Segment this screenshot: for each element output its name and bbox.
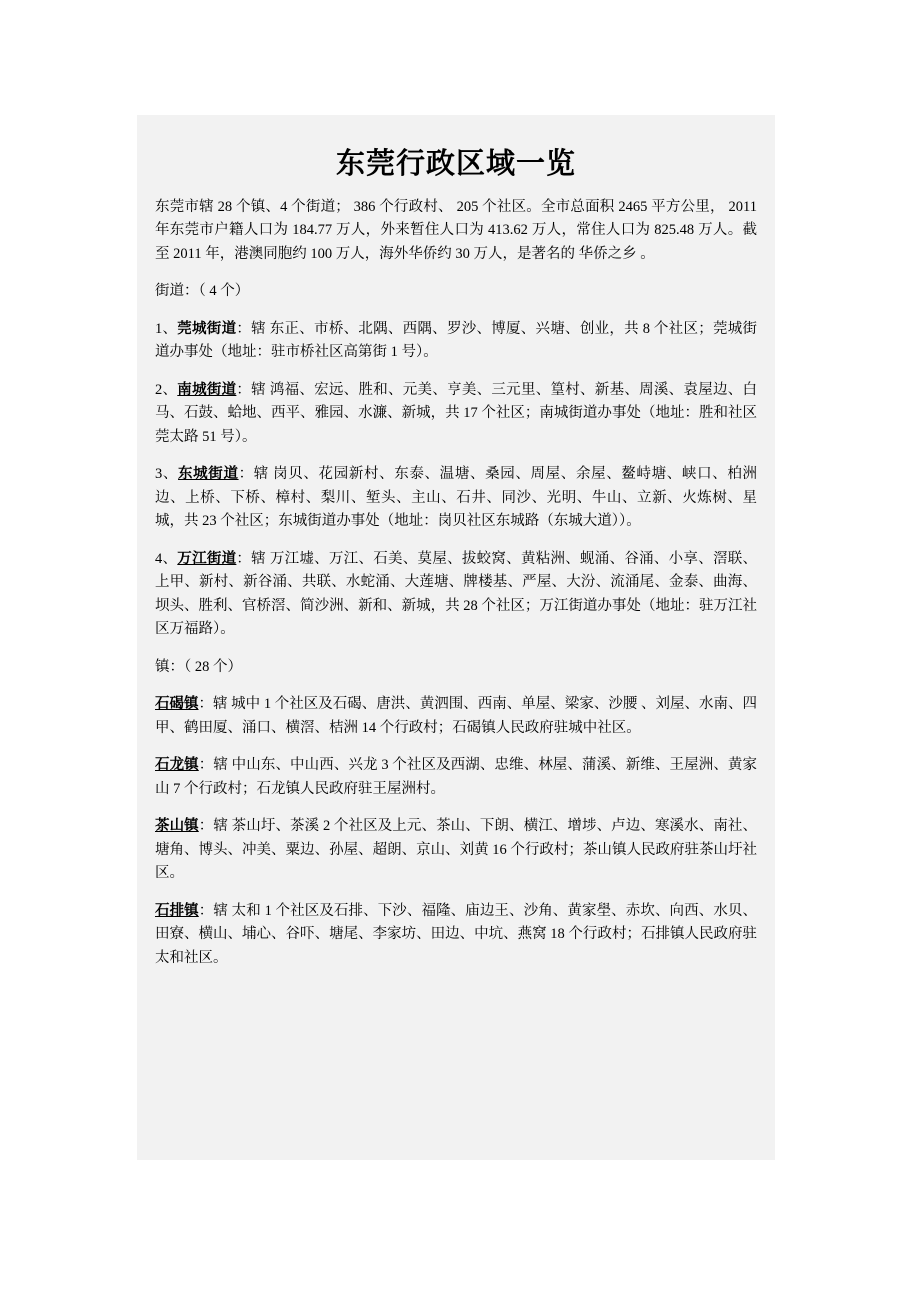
street-item-2 xyxy=(155,379,757,449)
town-item-1 xyxy=(155,693,757,740)
street-item-3 xyxy=(155,463,757,533)
town-name-2: 石龙镇 xyxy=(155,757,199,774)
street-index-3: 3、 xyxy=(155,466,179,483)
street-body-1: ：辖 东正、市桥、北隅、西隅、罗沙、博厦、兴塘、创业，共 8 个社区；莞城街道办事处（地址：驻市桥社区高第街 1 号）。 xyxy=(155,320,758,361)
town-name-1: 石碣镇 xyxy=(155,696,199,713)
street-name-1: 莞城街道 xyxy=(177,320,237,337)
street-item-4 xyxy=(155,548,757,642)
street-name-2: 南城街道 xyxy=(177,381,237,398)
town-body-3: ：辖 茶山圩、茶溪 2 个社区及上元、茶山、下朗、横江、增埗、卢边、寒溪水、南社、塘角、博头、冲美、粟边、孙屋、超朗、京山、刘黄 16 个行政村；茶山镇人民政府驻茶山圩社区。 xyxy=(155,818,758,882)
street-index-2: 2、 xyxy=(155,381,178,398)
town-name-3: 茶山镇 xyxy=(155,818,199,835)
town-body-2: ：辖 中山东、中山西、兴龙 3 个社区及西湖、忠维、林屋、蒲溪、新维、王屋洲、黄家山 7 个行政村；石龙镇人民政府驻王屋洲村。 xyxy=(155,757,758,797)
town-item-2 xyxy=(155,754,757,801)
document-page xyxy=(137,115,775,1160)
street-body-4: ：辖 万江墟、万江、石美、莫屋、拔蛟窝、黄粘洲、蚬涌、谷涌、小享、滘联、上甲、新村、新谷涌、共联、水蛇涌、大莲塘、牌楼基、严屋、大汾、流涌尾、金泰、曲海、坝头、胜利、官桥滘、简沙洲、新和、新城，共 28 个社区；万江街道办事处（地址：驻万江社区万福路）。 xyxy=(155,550,758,638)
street-index-4: 4、 xyxy=(155,550,178,567)
town-item-3 xyxy=(155,815,757,885)
street-body-2: ：辖 鸿福、宏远、胜和、元美、亨美、三元里、篁村、新基、周溪、袁屋边、白马、石鼓、蛤地、西平、雅园、水濂、新城，共 17 个社区；南城街道办事处（地址：胜和社区莞太路 51 号）。 xyxy=(155,381,758,445)
street-name-4: 万江街道 xyxy=(177,550,237,567)
street-body-3: ：辖 岗贝、花园新村、东泰、温塘、桑园、周屋、余屋、鳌峙塘、峡口、柏洲边、上桥、下桥、樟村、梨川、堑头、主山、石井、同沙、光明、牛山、立新、火炼树、星城，共 23 个社区；东城街道办事处（地址：岗贝社区东城路（东城大道））。 xyxy=(155,466,757,530)
town-section-heading: 镇：（ 28 个） xyxy=(155,658,242,675)
town-name-4: 石排镇 xyxy=(155,902,199,919)
intro-paragraph: 东莞市辖 28 个镇、4 个街道； 386 个行政村、 205 个社区。全市总面积 2465 平方公里， 2011 年东莞市户籍人口为 184.77 万人，外来暂住人口为 413.62 万人，常住人口为 825.48 万人。截至 2011 年，港澳同胞约 100 万人，海外华侨约 30 万人，是著名的 华侨之乡 。 xyxy=(155,199,757,262)
town-body-4: ：辖 太和 1 个社区及石排、下沙、福隆、庙边王、沙角、黄家壆、赤坎、向西、水贝、田寮、横山、埔心、谷吓、塘尾、李家坊、田边、中坑、燕窝 18 个行政村；石排镇人民政府驻太和社区。 xyxy=(155,902,758,966)
street-name-3: 东城街道 xyxy=(178,466,239,483)
town-body-1: ：辖 城中 1 个社区及石碣、唐洪、黄泗围、西南、单屋、梁家、沙腰 、刘屋、水南、四甲、鹤田厦、涌口、横滘、桔洲 14 个行政村；石碣镇人民政府驻城中社区。 xyxy=(155,696,758,736)
page-title: 东莞行政区域一览 xyxy=(335,148,576,180)
street-index-1: 1、 xyxy=(155,320,178,337)
town-item-4 xyxy=(155,900,757,970)
street-item-1 xyxy=(155,318,757,365)
street-section-heading: 街道：（ 4 个） xyxy=(155,283,250,300)
